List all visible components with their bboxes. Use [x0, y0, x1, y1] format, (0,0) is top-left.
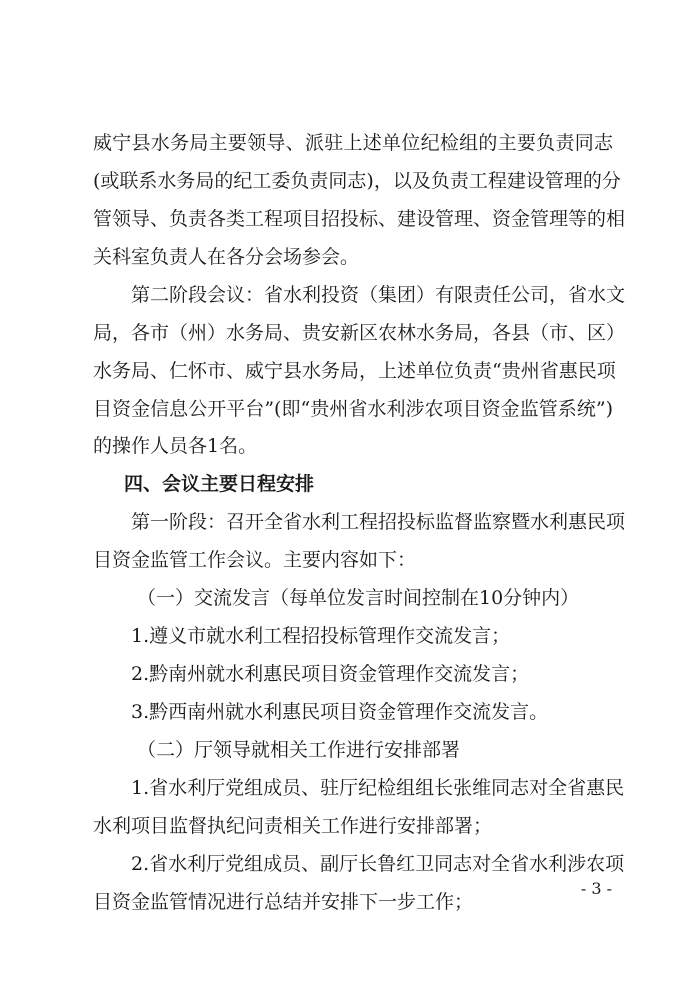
body-line: 第二阶段会议：省水利投资（集团）有限责任公司，省水文 — [131, 284, 626, 306]
body-line: 威宁县水务局主要领导、派驻上述单位纪检组的主要负责同志 — [93, 132, 613, 154]
list-item-continuation: 水利项目监督执纪问责相关工作进行安排部署； — [93, 815, 493, 837]
body-line: 的操作人员各1名。 — [93, 435, 258, 457]
list-item: 3.黔西南州就水利惠民项目资金管理作交流发言。 — [131, 701, 549, 723]
body-line: 水务局、仁怀市、威宁县水务局，上述单位负责“贵州省惠民项 — [93, 360, 616, 382]
list-item: 1.省水利厅党组成员、驻厅纪检组组长张维同志对全省惠民 — [131, 777, 625, 799]
body-line: (或联系水务局的纪工委负责同志)，以及负责工程建设管理的分 — [93, 170, 621, 192]
subsection-heading: （二）厅领导就相关工作进行安排部署 — [137, 739, 461, 761]
section-heading: 四、会议主要日程安排 — [124, 473, 315, 495]
body-line: 关科室负责人在各分会场参会。 — [93, 246, 360, 268]
page-number: - 3 - — [580, 879, 612, 898]
subsection-heading: （一）交流发言（每单位发言时间控制在10分钟内） — [137, 587, 580, 609]
body-line: 管领导、负责各类工程项目招投标、建设管理、资金管理等的相 — [93, 208, 626, 230]
list-item: 2.黔南州就水利惠民项目资金管理作交流发言； — [131, 663, 530, 685]
list-item: 2.省水利厅党组成员、副厅长鲁红卫同志对全省水利涉农项 — [131, 853, 625, 875]
list-item-continuation: 目资金监管情况进行总结并安排下一步工作； — [93, 891, 474, 913]
body-line: 第一阶段：召开全省水利工程招投标监督监察暨水利惠民项 — [131, 511, 626, 533]
body-line: 局，各市（州）水务局、贵安新区农林水务局，各县（市、区） — [93, 322, 626, 344]
list-item: 1.遵义市就水利工程招投标管理作交流发言； — [131, 625, 511, 647]
body-line: 目资金监管工作会议。主要内容如下： — [93, 549, 417, 571]
body-line: 目资金信息公开平台”(即“贵州省水利涉农项目资金监管系统”) — [93, 398, 613, 420]
